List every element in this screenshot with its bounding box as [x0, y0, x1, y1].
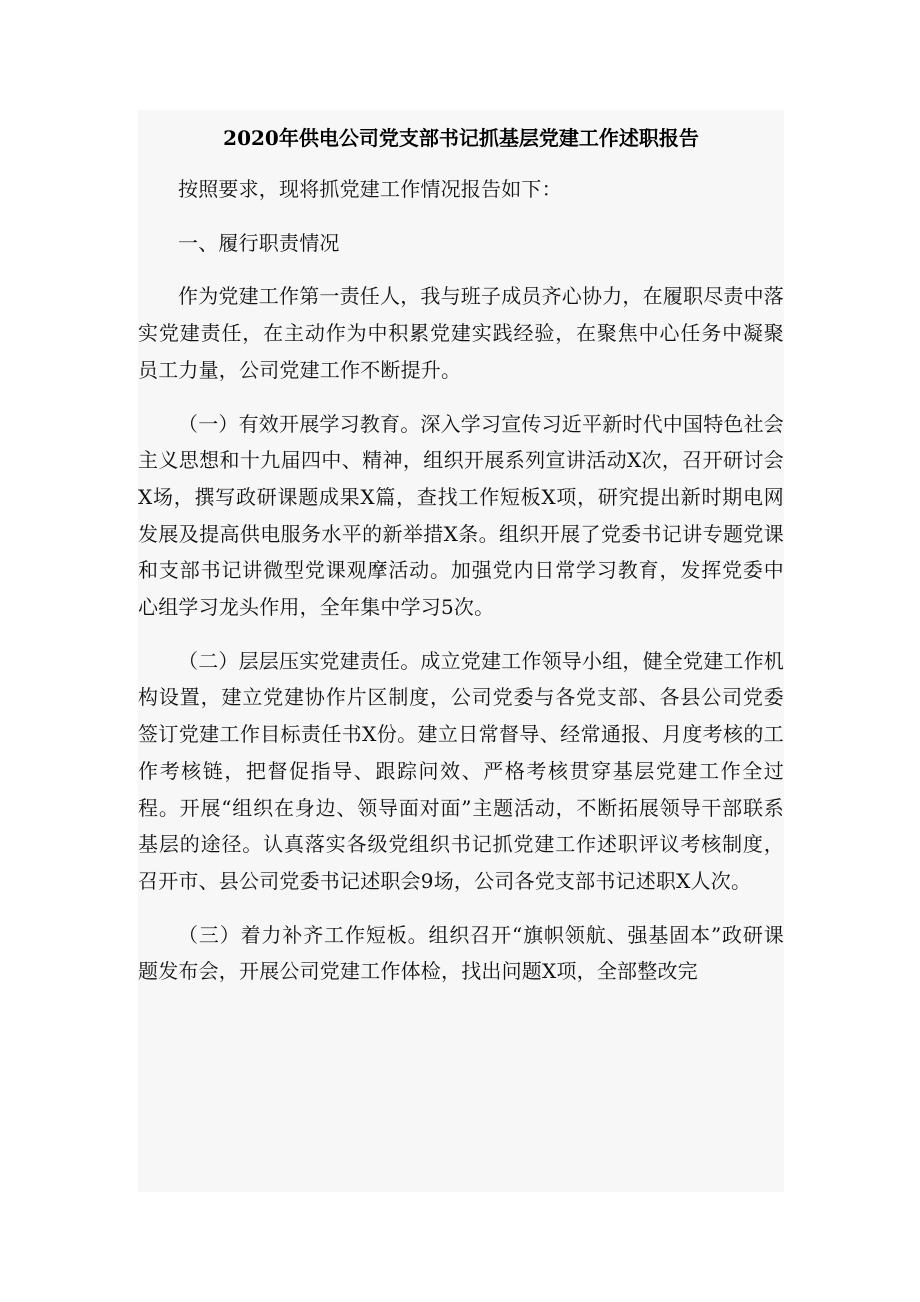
paragraph-responsibility-layers: （二）层层压实党建责任。成立党建工作领导小组，健全党建工作机构设置，建立党建协作片区制度，公司党委与各党支部、各县公司党委签订党建工作目标责任书X份。建立日常督导、经常通报、月度考核的工作考核链，把督促指导、跟踪问效、严格考核贯穿基层党建工作全过程。开展“组织在身边、领导面对面”主题活动，不断拓展领导干部联系基层的途径。认真落实各级党组织书记抓党建工作述职评议考核制度，召开市、县公司党委书记述职会9场，公司各党支部书记述职X人次。 [138, 648, 784, 893]
paragraph-study-education: （一）有效开展学习教育。深入学习宣传习近平新时代中国特色社会主义思想和十九届四中、精神，组织开展系列宣讲活动X次，召开研讨会X场，撰写政研课题成果X篇，查找工作短板X项，研究提出新时期电网发展及提高供电服务水平的新举措X条。组织开展了党委书记讲专题党课和支部书记讲微型党课观摩活动。加强党内日常学习教育，发挥党委中心组学习龙头作用，全年集中学习5次。 [138, 411, 784, 620]
paragraph-responsibility: 作为党建工作第一责任人，我与班子成员齐心协力，在履职尽责中落实党建责任，在主动作为中积累党建实践经验，在聚焦中心任务中凝聚员工力量，公司党建工作不断提升。 [138, 284, 784, 382]
paragraph-gap [138, 389, 784, 406]
paragraph-intro: 按照要求，现将抓党建工作情况报告如下： [178, 177, 562, 201]
document-title: 2020年供电公司党支部书记抓基层党建工作述职报告 [223, 126, 699, 150]
section-heading-duties: 一、履行职责情况 [178, 230, 340, 255]
paragraph-gap [138, 626, 784, 643]
paragraph-shortcomings: （三）着力补齐工作短板。组织召开“旗帜领航、强基固本”政研课题发布会，开展公司党建工作体检，找出问题X项，全部整改完 [138, 922, 784, 984]
document-body [138, 110, 784, 1192]
paragraph-gap [138, 208, 784, 225]
paragraph-gap [138, 900, 784, 917]
paragraph-gap [138, 261, 784, 278]
